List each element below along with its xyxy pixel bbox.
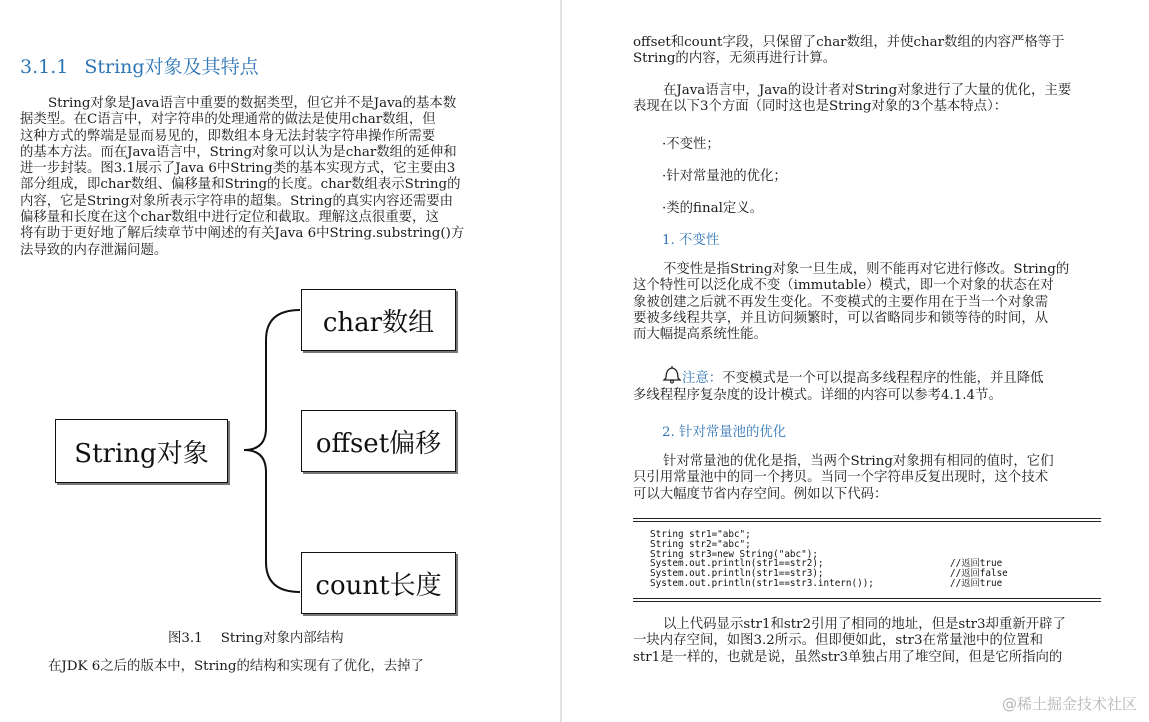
- section-title: String对象及其特点: [84, 56, 259, 78]
- figure-root-box: [55, 419, 228, 483]
- immutability-line: 不变性是指String对象一旦生成，则不能再对它进行修改。String的: [663, 262, 1070, 277]
- left-page: [0, 0, 560, 722]
- intro-line: String对象是Java语言中重要的数据类型，但它并不是Java的基本数: [48, 96, 457, 111]
- intro-line: 进一步封装。图3.1展示了Java 6中String类的基本实现方式，它主要由3: [20, 161, 456, 177]
- figure-part-label: count长度: [315, 570, 442, 601]
- immutability-line: 象被创建之后就不再发生变化。不变模式的主要作用在于当一个对象需: [633, 294, 1049, 310]
- watermark: @稀土掘金技术社区: [1001, 695, 1137, 713]
- intro-line: 将有助于更好地了解后续章节中阐述的有关Java 6中String.substring()方: [20, 226, 465, 242]
- constant-pool-line: 可以大幅度节省内存空间。例如以下代码：: [633, 486, 888, 502]
- intro-line: 这种方式的弊端是显而易见的，即数组本身无法封装字符串操作所需要: [20, 128, 436, 144]
- optimization-line: 表现在以下3个方面（同时这也是String对象的3个基本特点）：: [633, 99, 1008, 115]
- immutability-line: 要被多线程共享，并且访问频繁时，可以省略同步和锁等待的时间，从: [633, 310, 1049, 326]
- figure-part-box-count: [301, 552, 456, 614]
- code-bottom-rule: [633, 598, 1101, 602]
- code-top-rule: [633, 518, 1101, 522]
- intro-line: 法导致的内存泄漏问题。: [20, 242, 168, 258]
- bullet-final: ·类的final定义。: [662, 201, 764, 216]
- code-text: System.out.println(str1==str3.intern());: [650, 577, 874, 589]
- figure-part-box-char: [301, 289, 456, 351]
- after-code-paragraph: [633, 617, 1103, 666]
- continuation-paragraph: [633, 35, 1103, 68]
- code-comment: //返回true: [950, 577, 1003, 589]
- figure-root-label: String对象: [74, 438, 209, 469]
- intro-line: 的基本方法。而在Java语言中，String对象可以认为是char数组的延伸和: [20, 144, 457, 160]
- subhead-immutability: 1. 不变性: [662, 233, 720, 248]
- intro-paragraph: [20, 96, 500, 259]
- code-text: String str2="abc";: [650, 538, 751, 550]
- code-comment: //返回false: [950, 568, 1008, 580]
- constant-pool-line: 针对常量池的优化是指，当两个String对象拥有相同的值时，它们: [663, 454, 1054, 469]
- figure-caption-text: String对象内部结构: [220, 631, 344, 646]
- figure-part-label: char数组: [322, 307, 435, 338]
- optimization-line: 在Java语言中，Java的设计者对String对象进行了大量的优化，主要: [663, 83, 1072, 98]
- figure-part-box-offset: [301, 410, 456, 472]
- bullet-constant-pool: ·针对常量池的优化；: [662, 169, 787, 184]
- figure-brace: [236, 300, 306, 600]
- subhead-constant-pool: 2. 针对常量池的优化: [662, 425, 787, 440]
- figure-caption: [168, 627, 343, 646]
- note-line-1: [682, 371, 1102, 387]
- section-heading: [20, 52, 259, 79]
- note-label: 注意：: [682, 371, 723, 386]
- immutability-line: 这个特性可以泛化成不变（immutable）模式，即一个对象的状态在对: [633, 278, 1054, 294]
- constant-pool-paragraph: [633, 454, 1103, 503]
- bullet-immutability: ·不变性；: [662, 137, 720, 152]
- intro-line: 据类型。在C语言中，对字符串的处理通常的做法是使用char数组，但: [20, 112, 436, 128]
- code-line: [650, 579, 1090, 589]
- intro-line: 内容，它是String对象所表示字符串的超集。String的真实内容还需要由: [20, 193, 454, 209]
- after-code-line: 一块内存空间，如图3.2所示。但即便如此，str3在常量池中的位置和: [633, 633, 1044, 649]
- figure-part-label: offset偏移: [315, 428, 442, 459]
- after-code-line: 以上代码显示str1和str2引用了相同的地址，但是str3却重新开辟了: [663, 617, 1066, 632]
- code-text: System.out.println(str1==str3);: [650, 568, 824, 580]
- note-line-2: 多线程程序复杂度的设计模式。详细的内容可以参考4.1.4节。: [633, 388, 1002, 403]
- bell-icon: [662, 364, 682, 384]
- figure-caption-number: 图3.1: [168, 631, 203, 646]
- immutability-paragraph: [633, 262, 1103, 343]
- continuation-line: offset和count字段，只保留了char数组，并使char数组的内容严格等于: [633, 35, 1065, 50]
- after-code-line: str1是一样的，也就是说，虽然str3单独占用了堆空间，但是它所指向的: [633, 649, 1063, 665]
- code-comment: //返回true: [950, 558, 1003, 570]
- code-text: String str3=new String("abc");: [650, 548, 818, 560]
- code-block: [650, 530, 1090, 589]
- section-number: 3.1.1: [20, 56, 69, 78]
- intro-line: 偏移量和长度在这个char数组中进行定位和截取。理解这点很重要，这: [20, 210, 439, 226]
- immutability-line: 而大幅提高系统性能。: [633, 327, 767, 343]
- intro-line: 部分组成，即char数组、偏移量和String的长度。char数组表示String的: [20, 177, 461, 193]
- jdk6-paragraph: 在JDK 6之后的版本中，String的结构和实现有了优化，去掉了: [48, 659, 424, 674]
- code-text: System.out.println(str1==str2);: [650, 558, 824, 570]
- continuation-line: String的内容，无须再进行计算。: [633, 51, 837, 67]
- optimization-paragraph: [633, 83, 1103, 116]
- note-text-1: 不变模式是一个可以提高多线程程序的性能，并且降低: [722, 371, 1044, 386]
- code-text: String str1="abc";: [650, 529, 751, 540]
- constant-pool-line: 只引用常量池中的同一个拷贝。当同一个字符串反复出现时，这个技术: [633, 470, 1049, 486]
